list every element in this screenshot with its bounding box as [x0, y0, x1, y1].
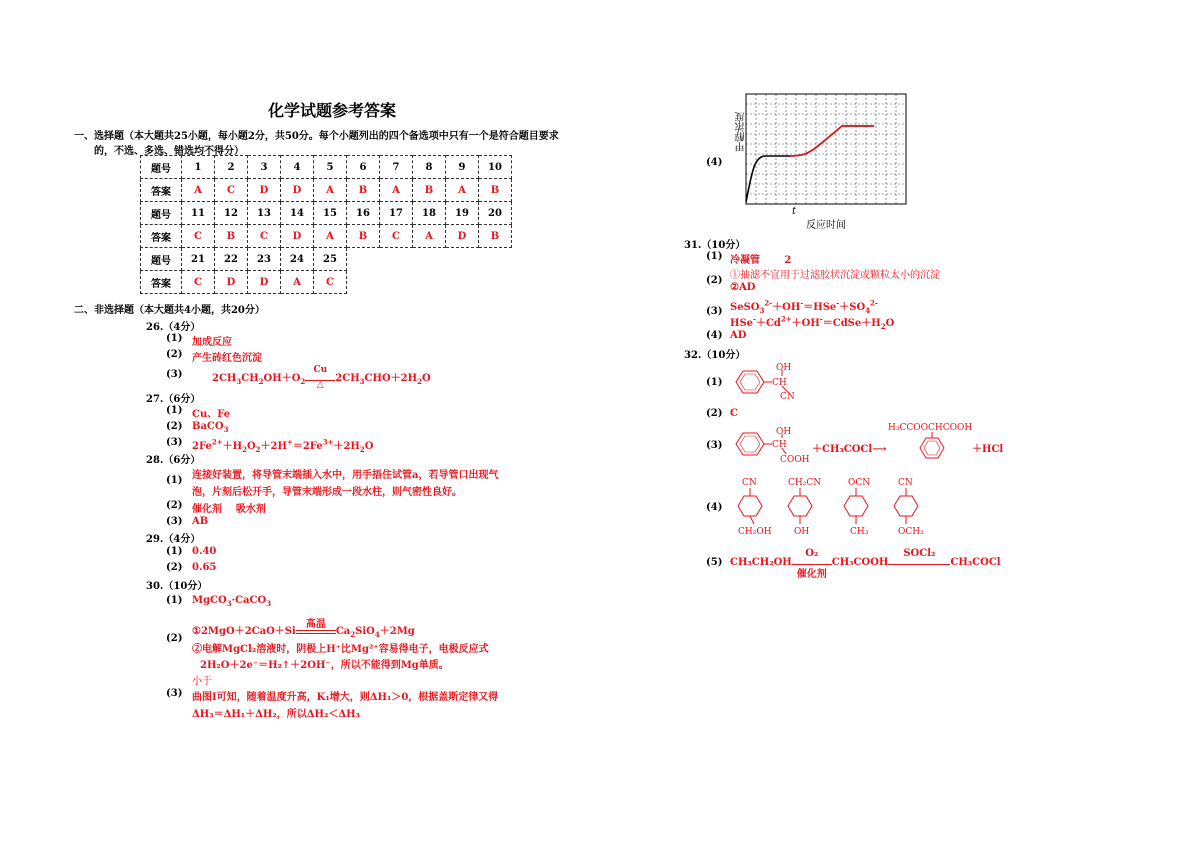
q32-structures-4 [730, 474, 940, 540]
q31-answer-3-line2: $HSe^-+Cd^{2+}+OH^-=CdSe+H_2O$ [730, 314, 895, 331]
page-title: 化学试题参考答案 [268, 101, 397, 120]
q31-answer-2-line2: ②AD [730, 282, 756, 293]
q29-heading: 29.（4分） [146, 534, 201, 545]
svg-text:OCN: OCN [848, 478, 871, 488]
answer-table-row [141, 202, 512, 225]
svg-text:CH₃: CH₃ [850, 527, 869, 537]
answer-table-cell: C [182, 225, 215, 248]
q27-answer-1: Cu、Fe [192, 409, 231, 420]
answer-table-cell: C [182, 271, 215, 294]
answer-table [140, 155, 512, 294]
q32-5-acetic-acid: CH₃COOH [831, 557, 889, 568]
answer-table-cell: B [479, 179, 512, 202]
answer-table-cell: 3 [248, 156, 281, 179]
answer-table-row [141, 248, 512, 271]
section1-intro-line2: 的，不选、多选、错选均不得分） [94, 146, 244, 157]
answer-table-cell: A [446, 179, 479, 202]
answer-table-row [141, 179, 512, 202]
answer-table-cell: D [281, 179, 314, 202]
q32-structure-1 [730, 362, 800, 402]
q32-answer-5 [730, 548, 1001, 580]
q32-label-1: (1) [706, 377, 723, 388]
answer-table-cell: 21 [182, 248, 215, 271]
q27-answer-2: BaCO$_3$ [192, 421, 229, 434]
svg-text:CN: CN [898, 478, 913, 488]
q27-answer-3: $2Fe^{2+}+H_2O_2+2H^+=2Fe^{3+}+2H_2O$ [192, 437, 374, 454]
q32-structure-3b [912, 432, 952, 466]
q31-label-4: (4) [706, 330, 723, 341]
answer-table-row-label: 题号 [141, 156, 182, 179]
svg-text:OH: OH [776, 363, 792, 373]
answer-table-cell: 17 [380, 202, 413, 225]
q31-answer-2-line1: ①抽滤不宜用于过滤胶状沉淀或颗粒太小的沉淀 [730, 270, 940, 281]
q30-label-1: (1) [166, 595, 183, 606]
q28-label-2: (2) [166, 500, 183, 511]
q32-label-2: (2) [706, 408, 723, 419]
q32-answer-2: C [730, 408, 738, 419]
svg-text:CH: CH [772, 378, 787, 388]
q32-5-cond2-top: SOCl₂ [903, 548, 936, 559]
svg-text:CH: CH [772, 440, 787, 450]
q28-answer-2: 催化剂 吸水剂 [192, 504, 266, 515]
answer-table-cell: B [347, 225, 380, 248]
answer-table-cell: B [347, 179, 380, 202]
graph-xlabel: 反应时间 [806, 220, 846, 231]
answer-table-cell: 22 [215, 248, 248, 271]
q27-label-3: (3) [166, 437, 183, 448]
answer-table-cell: 18 [413, 202, 446, 225]
svg-text:CN: CN [742, 478, 757, 488]
answer-table-cell: C [215, 179, 248, 202]
answer-table-cell: 24 [281, 248, 314, 271]
answer-table-cell: 16 [347, 202, 380, 225]
answer-table-cell: D [248, 179, 281, 202]
answer-table-row-label: 题号 [141, 248, 182, 271]
graph-ylabel: 甲醇浓度 [736, 112, 747, 152]
q30-label-2: (2) [166, 633, 183, 644]
answer-table-cell: 10 [479, 156, 512, 179]
q28-answer-3: AB [192, 516, 209, 527]
q26-heading: 26.（4分） [146, 322, 201, 333]
answer-table-cell: D [248, 271, 281, 294]
q30-heading: 30.（10分） [146, 581, 208, 592]
q31-answer-4: AD [730, 330, 747, 341]
q32-label-3: (3) [706, 440, 723, 451]
answer-table-row-label: 答案 [141, 271, 182, 294]
answer-table-cell: 15 [314, 202, 347, 225]
answer-table-cell: A [182, 179, 215, 202]
answer-table-cell: 1 [182, 156, 215, 179]
concentration-time-graph [730, 92, 920, 230]
q31-label-3: (3) [706, 306, 723, 317]
answer-table-cell: 23 [248, 248, 281, 271]
svg-text:CH₂OH: CH₂OH [738, 527, 772, 537]
q26-answer-2: 产生砖红色沉淀 [192, 353, 262, 364]
svg-text:CN: CN [780, 392, 795, 402]
q28-answer-1-line2: 泡，片刻后松开手，导管末端形成一段水柱，则气密性良好。 [192, 487, 462, 498]
answer-table-cell: 25 [314, 248, 347, 271]
answer-table-cell: C [380, 225, 413, 248]
q29-label-1: (1) [166, 546, 183, 557]
q31-answer-1: 冷凝管 2 [730, 255, 792, 266]
answer-table-cell: A [314, 179, 347, 202]
answer-table-cell: 11 [182, 202, 215, 225]
q29-answer-1: 0.40 [192, 546, 217, 557]
answer-table-cell: 5 [314, 156, 347, 179]
answer-table-cell: A [380, 179, 413, 202]
answer-table-cell: B [479, 225, 512, 248]
q30-answer-2-line3: 2H₂O＋2e⁻＝H₂↑＋2OH⁻，所以不能得到Mg单质。 [200, 660, 449, 671]
svg-text:OH: OH [776, 427, 792, 437]
q29-label-2: (2) [166, 562, 183, 573]
q30-cond: 高温 [305, 619, 326, 630]
q26-answer-1: 加成反应 [192, 337, 232, 348]
svg-text:OH: OH [794, 527, 810, 537]
q26-cond-bottom: △ [316, 380, 324, 390]
q28-heading: 28.（6分） [146, 455, 201, 466]
q29-answer-2: 0.65 [192, 562, 217, 573]
q32-answer-3-reagent: ＋CH₃COCl⟶ [812, 444, 887, 455]
q28-label-1: (1) [166, 475, 183, 486]
answer-table-row-label: 答案 [141, 225, 182, 248]
answer-table-cell: 12 [215, 202, 248, 225]
q26-label-2: (2) [166, 349, 183, 360]
answer-table-cell: A [281, 271, 314, 294]
answer-table-cell: 2 [215, 156, 248, 179]
answer-table-cell: B [413, 179, 446, 202]
answer-table-cell: 20 [479, 202, 512, 225]
answer-table-row-label: 答案 [141, 179, 182, 202]
answer-table-cell: A [413, 225, 446, 248]
q26-label-3: (3) [166, 369, 183, 380]
answer-table-row-label: 题号 [141, 202, 182, 225]
q30-less-than: 小于 [192, 676, 212, 687]
q32-answer-3-product-label: H₃CCOOCHCOOH [888, 423, 973, 433]
answer-table-row [141, 271, 512, 294]
svg-text:CH₂CN: CH₂CN [788, 478, 822, 488]
q32-5-ethanol: CH₃CH₂OH [730, 557, 792, 568]
answer-table-cell: 19 [446, 202, 479, 225]
answer-table-cell: D [215, 271, 248, 294]
section2-heading: 二、非选择题（本大题共4小题，共20分） [74, 305, 265, 316]
curve-red [790, 126, 874, 156]
q27-heading: 27.（6分） [146, 394, 201, 405]
q30-label-3: (3) [166, 688, 183, 699]
q32-heading: 32.（10分） [684, 350, 746, 361]
q30-answer-2-line2: ②电解MgCl₂溶液时，阴极上H⁺比Mg²⁺容易得电子，电极反应式 [192, 644, 489, 655]
answer-table-cell: B [215, 225, 248, 248]
answer-table-cell: C [248, 225, 281, 248]
answer-table-cell: 14 [281, 202, 314, 225]
q31-heading: 31.（10分） [684, 240, 746, 251]
answer-table-cell: 7 [380, 156, 413, 179]
q32-label-4: (4) [706, 502, 723, 513]
answer-table-cell: 6 [347, 156, 380, 179]
q28-label-3: (3) [166, 516, 183, 527]
graph-tick-t: t [792, 206, 797, 217]
answer-table-cell: 9 [446, 156, 479, 179]
q32-5-cond1-bottom: 催化剂 [796, 569, 827, 580]
answer-table-row [141, 156, 512, 179]
q31-answer-3-line1: $SeSO_3^{2-}+OH^-=HSe^-+SO_4^{2-}$ [730, 298, 878, 315]
q32-label-5: (5) [706, 557, 723, 568]
answer-table-cell: 8 [413, 156, 446, 179]
answer-table-cell: A [314, 225, 347, 248]
q32-5-cond1-top: O₂ [805, 548, 819, 559]
q28-answer-1-line1: 连接好装置，将导管末端插入水中，用手捂住试管a，若导管口出现气 [192, 470, 499, 481]
q30-answer-2-line1: ①2MgO＋2CaO＋Si 高温 $Ca_2SiO_4+2Mg$ [192, 622, 415, 639]
answer-table-cell: D [446, 225, 479, 248]
q30-answer-3-line2: ΔH₃＝ΔH₁＋ΔH₂，所以ΔH₂＜ΔH₃ [192, 709, 360, 720]
q32-answer-3-byproduct: ＋HCl [972, 444, 1004, 455]
q31-label-1: (1) [706, 251, 723, 262]
answer-table-row [141, 225, 512, 248]
q30-answer-3-line1: 曲图Ⅰ可知，随着温度升高，K₁增大，则ΔH₁＞0，根据盖斯定律又得 [192, 692, 499, 703]
q30-answer-1: MgCO$_3$·CaCO$_3$ [192, 595, 272, 608]
q31-label-2: (2) [706, 275, 723, 286]
q30-label-4: (4) [706, 157, 723, 168]
q32-5-acetyl-chloride: CH₃COCl [950, 557, 1001, 568]
section1-intro-line1: 一、选择题（本大题共25小题，每小题2分，共50分。每个小题列出的四个备选项中只有一个是符合题目要求 [74, 131, 559, 142]
q26-label-1: (1) [166, 333, 183, 344]
answer-table-cell: 4 [281, 156, 314, 179]
q27-label-1: (1) [166, 405, 183, 416]
q32-structure-3a [730, 424, 812, 466]
answer-table-cell: C [314, 271, 347, 294]
q26-equation: $2CH_3CH_2OH+O_2$ Cu △ $2CH_3CHO+2H_2O$ [212, 365, 431, 390]
svg-text:COOH: COOH [780, 455, 810, 465]
q27-label-2: (2) [166, 421, 183, 432]
answer-table-cell: 13 [248, 202, 281, 225]
answer-table-cell: D [281, 225, 314, 248]
q26-cond-top: Cu [313, 365, 328, 375]
svg-text:OCH₃: OCH₃ [898, 527, 924, 537]
